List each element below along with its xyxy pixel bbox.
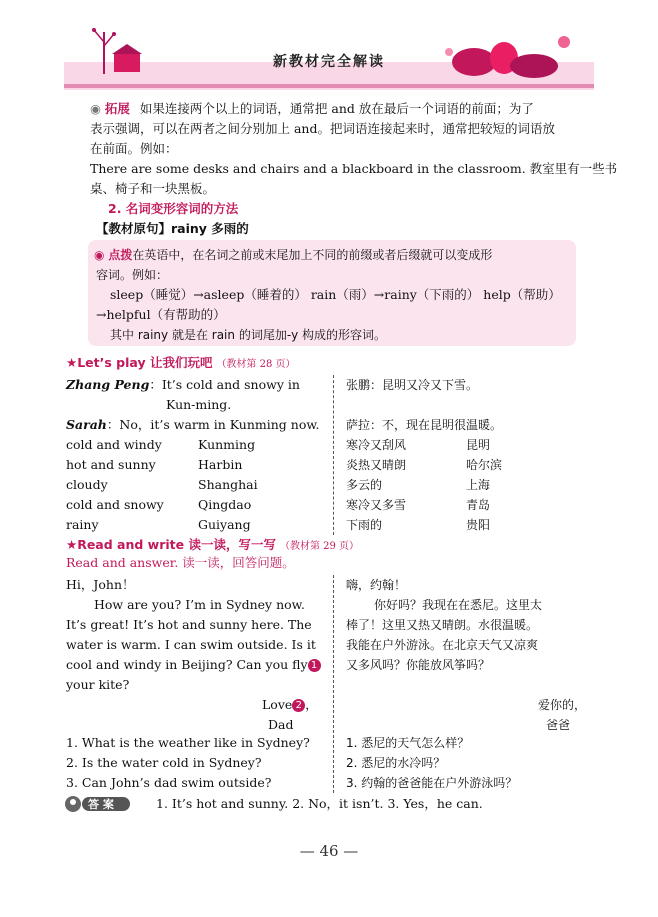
cn-city-3: 青岛 — [466, 498, 491, 512]
column-divider-1 — [333, 375, 334, 535]
question-3: 3. Can John’s dad swim outside? — [66, 775, 272, 790]
note-marker-2: 2 — [292, 699, 305, 712]
dianbo-bullet-icon: ◉ — [94, 248, 105, 262]
letsplay-heading-row — [66, 354, 296, 374]
zp-text1: ：It’s cold and snowy in — [149, 377, 300, 392]
tuozhan-label: 拓展 — [104, 101, 130, 116]
en-city-0: Kunming — [198, 437, 256, 452]
readwrite-ref: （教材第 29 页） — [279, 541, 360, 552]
letter-closing-punct: ， — [305, 697, 318, 712]
tuozhan-line1 — [90, 100, 534, 118]
sarah-name: Sarah — [66, 417, 107, 432]
cn-letter-2: 棒了！这里又热又晴朗。水很温暖。 — [346, 618, 539, 632]
dianbo-line1 — [94, 246, 492, 264]
zp-line1 — [66, 376, 300, 394]
answer-badge-label: 答 案 — [88, 798, 114, 811]
en-city-4: Guiyang — [198, 517, 251, 532]
cn-question-2: 2. 悉尼的水冷吗？ — [346, 756, 446, 770]
tuozhan-example-en: There are some desks and chairs and a blackboard in the classroom. 教室里有一些书 — [90, 161, 618, 176]
letter-greeting: Hi，John！ — [66, 577, 135, 592]
en-weather-2: cloudy — [66, 477, 108, 492]
cn-question-1: 1. 悉尼的天气怎么样？ — [346, 736, 470, 750]
readwrite-instruction: Read and answer. 读一读，回答问题。 — [66, 555, 295, 570]
dianbo-text1: 在英语中，在名词之前或末尾加上不同的前缀或者后缀就可以变成形 — [132, 248, 493, 262]
zp-line2: Kun-ming. — [166, 397, 232, 412]
letsplay-heading: ★Let’s play 让我们玩吧 — [66, 355, 213, 370]
readwrite-heading: ★Read and write 读一读，写一写 — [66, 537, 276, 552]
en-weather-4: rainy — [66, 517, 99, 532]
cn-letter-4: 又多风吗？你能放风筝吗？ — [346, 658, 491, 672]
dianbo-line3: sleep（睡觉）→asleep（睡着的） rain（雨）→rainy（下雨的） help（帮助） — [110, 287, 561, 302]
dianbo-line5: 其中 rainy 就是在 rain 的词尾加-y 构成的形容词。 — [110, 328, 387, 342]
en-city-1: Harbin — [198, 457, 243, 472]
dianbo-label: 点拨 — [108, 248, 133, 262]
cn-city-2: 上海 — [466, 478, 491, 492]
column-divider-2 — [333, 575, 334, 793]
cn-weather-0: 寒冷又刮风 — [346, 438, 407, 452]
en-city-3: Qingdao — [198, 497, 252, 512]
letter-closing: Love — [262, 697, 293, 712]
letter-p1: How are you? I’m in Sydney now. — [94, 597, 305, 612]
dianbo-line2: 容词。例如： — [96, 268, 169, 282]
tuozhan-text1: 如果连接两个以上的词语，通常把 and 放在最后一个词语的前面；为了 — [139, 101, 534, 116]
letsplay-ref: （教材第 28 页） — [216, 359, 296, 370]
question-1: 1. What is the weather like in Sydney? — [66, 735, 310, 750]
cn-weather-1: 炎热又晴朗 — [346, 458, 407, 472]
page-number: — 46 — — [299, 842, 359, 860]
tuozhan-bullet-icon: ◉ — [90, 101, 101, 116]
dianbo-line4: →helpful（有帮助的） — [96, 307, 226, 322]
cn-city-4: 贵阳 — [466, 518, 491, 532]
cn-weather-3: 寒冷又多雪 — [346, 498, 407, 512]
section2-source: 【教材原句】rainy 多雨的 — [96, 221, 249, 236]
en-weather-3: cold and snowy — [66, 497, 164, 512]
sarah-text: ：No，it’s warm in Kunming now. — [106, 417, 320, 432]
tuozhan-line2: 表示强调，可以在两者之间分别加上 and。把词语连接起来时，通常把较短的词语放 — [90, 121, 555, 136]
cn-question-3: 3. 约翰的爸爸能在户外游泳吗？ — [346, 776, 518, 790]
cn-letter-3: 我能在户外游泳。在北京天气又凉爽 — [346, 638, 539, 652]
zp-name: Zhang Peng — [66, 377, 150, 392]
cn-closing: 爱你的， — [538, 698, 587, 712]
letter-p5: your kite? — [66, 677, 130, 692]
page-header-title: 新教材完全解读 — [273, 54, 385, 70]
cn-greeting: 嗨，约翰！ — [346, 578, 407, 592]
note-marker-1: 1 — [308, 659, 321, 672]
answer-badge — [64, 795, 132, 813]
tuozhan-line3: 在前面。例如： — [90, 141, 178, 156]
cn-city-0: 昆明 — [466, 438, 491, 452]
letter-sign: Dad — [268, 717, 294, 732]
cn-sarah: 萨拉：不，现在昆明很温暖。 — [346, 418, 503, 432]
cn-weather-4: 下雨的 — [346, 518, 383, 532]
answer-text: 1. It’s hot and sunny. 2. No，it isn’t. 3. Yes，he can. — [156, 796, 483, 811]
cn-sign: 爸爸 — [546, 718, 571, 732]
letter-p3: water is warm. I can swim outside. Is it — [66, 637, 316, 652]
question-2: 2. Is the water cold in Sydney? — [66, 755, 262, 770]
letter-p4: cool and windy in Beijing? Can you fly — [66, 657, 308, 672]
en-weather-0: cold and windy — [66, 437, 162, 452]
sarah-line — [66, 416, 320, 434]
tuozhan-example-cn: 桌、椅子和一块黑板。 — [90, 181, 216, 196]
readwrite-heading-row — [66, 536, 359, 556]
cn-weather-2: 多云的 — [346, 478, 383, 492]
cn-city-1: 哈尔滨 — [466, 458, 503, 472]
en-weather-1: hot and sunny — [66, 457, 156, 472]
letter-p4-row — [66, 656, 321, 674]
letter-p2: It’s great! It’s hot and sunny here. The — [66, 617, 312, 632]
cn-letter-1: 你好吗？我现在在悉尼。这里太 — [374, 598, 543, 612]
cn-zp: 张鹏：昆明又冷又下雪。 — [346, 378, 479, 392]
section2-heading: 2. 名词变形容词的方法 — [108, 201, 239, 216]
letter-closing-row — [262, 696, 318, 714]
en-city-2: Shanghai — [198, 477, 258, 492]
